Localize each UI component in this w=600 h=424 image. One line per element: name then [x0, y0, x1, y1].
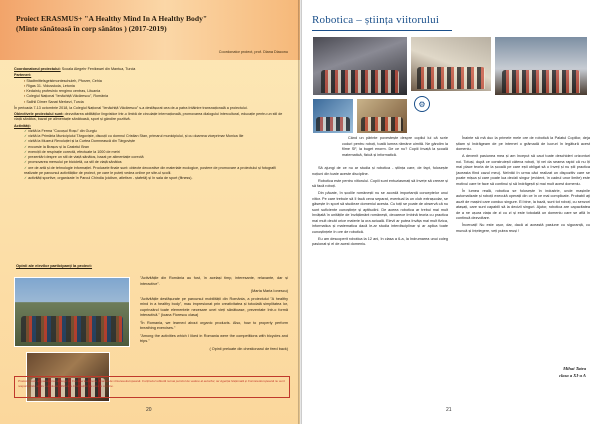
quote-author: (Marta Maria Ionescu)	[250, 289, 288, 293]
activities-label: Activități:	[14, 123, 31, 128]
list-item: ✓ exerciții de respirație corectă, efectuate la 1000 de metri	[24, 150, 290, 155]
robotics-photo	[312, 98, 354, 134]
article-column-2	[456, 136, 590, 236]
quote: "Activitățile desfășurate pe parcursul mobilității din România, a proiectului "A healthy mind in a healthy body", mau impresionat prin creativitatea și totodată simplitatea lor, cuprinzând toate elementele necesare unei vieți sănătoase, prezentate într-o formă interactivă." (Ioana Florescu clasa)	[140, 296, 288, 317]
list-item: ▪ Colegiul Național "Ienăchiță Văcărescu", România	[24, 94, 290, 99]
list-item: ✓ promovarea mersului pe bicicletă, ca stil de viață sănătos	[24, 160, 290, 165]
list-item: ▪ Rigas 31. Vidusskola, Letonia	[24, 84, 290, 89]
quote: "Activitățile din România au fost, în același timp, interesante, relaxante, dar și interactive".	[140, 276, 288, 286]
intro-paragraph: În perioada 7-13 octombrie 2018, la Colegiul Național "Ienăchiță Văcărescu" s-a desfășurat cea de-a patra întâlnire transnațională a proiectului.	[14, 105, 248, 110]
robotics-photo	[494, 36, 588, 96]
photo-figures	[316, 117, 350, 131]
title-line-2: (Minte sănătoasă în corp sănătos ) (2017-2019)	[16, 24, 167, 34]
robotics-photo	[312, 36, 408, 96]
list-item: ✓ ore de artă și de tehnologie informației. Produsele finale sunt: obiecte decorative din materiale ecologice, postere de promovare a proiectului și fotografii realizate pe parcursul activităților de proiect, pe care le puteți vedea online pe site-ul școlii.	[24, 166, 290, 177]
photo-figures	[502, 70, 579, 93]
paragraph: Înainte să mă duc la primele mele ore de robotică la Palatul Copiilor, deja știam și îndrăgeam de pe internet o grămadă de lucruri în legătură acest domeniu.	[456, 136, 590, 152]
photo-figures	[361, 117, 403, 131]
list-item: ✓ vizită la Muzeul Revoluției și la Curtea Domnească din Târgoviște	[24, 139, 290, 144]
author-signature	[559, 366, 586, 380]
page-number-left: 20	[146, 407, 152, 413]
left-body-text	[14, 66, 290, 181]
photo-figures	[417, 67, 484, 89]
gear-icon: ⚙	[414, 96, 430, 112]
title-line-1: Proiect ERASMUS+ "A Healthy Mind In A Healthy Body"	[16, 14, 208, 23]
partners-list	[14, 79, 290, 105]
quote: "Among the activities which I liked in Romania were the competitions with bicycles and trips."	[140, 333, 288, 343]
coordinator-credit: Coordonator proiect, prof. Diana Diaconu	[218, 50, 288, 54]
list-item: ✓ vizită la Ferma "Cocoșul Roșu" din Gurgiu	[24, 129, 290, 134]
group-photo-people	[21, 316, 123, 342]
paragraph: Când un părinte povestește despre copilul lui că scrie coduri pentru roboți, toată lumea rămâne uimită. Ne gândim la filme SF, la buget enorm. De ce nu? Copiii învață la școală matematică, fizică și informatică.	[342, 136, 448, 157]
article-title: Robotica – știința viitorului	[312, 14, 440, 26]
list-item: ▪ Kedainių profesinio rengimo centras, Lituania	[24, 89, 290, 94]
paragraph: Eu am descoperit robotica la 12 ani, în clasa a 6-a, la îndrumarea unui coleg pasionat și el de acest domeniu.	[312, 236, 448, 247]
activities-list	[14, 129, 290, 182]
list-item: ▪ Salihli Dimer Sanat Merkezi, Turcia	[24, 100, 290, 105]
page-number-right: 21	[446, 407, 452, 413]
list-item: ✓ excursie la Brașov și la Castelul Bran	[24, 145, 290, 150]
paragraph: În lumea reală, robotica se folosește în industrie, unde mașinile automatizate și roboții execută operații din ce în ce mai complicate. Probabil aţi auzit de mașini care conduc singure. Ei bine, la bază, sunt tot roboți, cu senzori atașați, care sunt capabili să ia decizii singuri. Ajutor, robotica are capacitatea de a ne ușura viața de zi cu zi și este totodată un domeniu care se află în continuă dezvoltare.	[456, 188, 590, 221]
author-class: clasa a XI-a A	[558, 372, 586, 378]
group-photo	[14, 277, 130, 347]
paragraph: Robotica este pentru viitorului. Copiii sunt entuziasmați să învețe să creeze și să facă roboți.	[312, 178, 449, 189]
quote: "În Romania, we learned about organic products. Also, how to properly perform breathing exercises."	[140, 320, 288, 330]
partners-label: Parteneri:	[14, 73, 32, 78]
list-item: ▪ Stadtmittelsgeistmonteschuleh, Pforzer, Cehia	[24, 79, 290, 84]
robotics-photo	[410, 36, 492, 92]
list-item: ✓ vizită la Primăria Municipiului Târgoviște, discuții cu domnul Cristian Stan, primarul municipiului, și cu doamna viceprimar Monica Ilie	[24, 134, 290, 139]
team-logo	[412, 94, 432, 114]
opinions-title: Opinii ale elevilor participanți la proiect:	[16, 263, 93, 268]
photo-figures	[321, 70, 400, 93]
student-quotes	[140, 276, 288, 354]
objective-label: Obiectivele proiectului sunt:	[14, 112, 64, 116]
left-page-title	[16, 14, 286, 35]
right-page	[300, 0, 600, 424]
coordinating-partner-label: Coordonatorul proiectului:	[14, 67, 61, 71]
quote-source: ( Opinii preluate din chestionarul de feed back)	[209, 346, 288, 351]
article-column-1	[312, 166, 448, 249]
paragraph: Încercați! Nu este ușor, dar, dacă ai această pasiune cu siguranță, cu muncă și înțelegere, veți putea reuși !	[456, 223, 590, 233]
paragraph: Din păcate, în școlile românești nu se acordă importanță conceptelor unui viitor. Pe care trebuie să îl facă ceva separat, eventual la un club extrașcolar, se găsește în sport să studieze domeniul acesta. Cu toții se poate de observă că nu sunt suficiente cunoștințe și aptitudini. De aceea robotica ar trebui mai mult învățată în unitățile de învățământ românești, deoarece îmbină teoria cu practica mai mult decât orice materie la ora actuală. Elevii ar putea învăța mai mult fizica, informatica și matematica dacă le-ar studia interdisciplinar și ar aplica toate cunoștințele în ore de robotică.	[312, 191, 448, 234]
list-item: ✓ activități sportive, organizate în Parcul Chindia (ciclism, atletism - ștafetă) și în sala de sport (fitness).	[24, 176, 290, 181]
paragraph: Să ajungi de ce nu ar studia și robotica - știința care, de fapt, folosește noțiuni din toate aceste discipline.	[312, 166, 448, 176]
title-underline	[312, 30, 452, 31]
robotics-photo-collage	[312, 36, 588, 134]
article-intro	[342, 136, 448, 160]
paragraph: A devenit pasiunea mea și am început să caut toate deschideri orizonturi noi. Totuși, după ce construiești câteva roboți, îți vei da seama rapid că nu îți mai place teoria de la școală pe care ești obligat să o înveți și nu știi practica (aceasta fiind cazul meu). Neîntâi în urma căci realizat un dispozitiv care se poate mișca și care poate lua decizii singur (evident, în cadrul unor limite) este motivul care te face să continui și să îndrăgești și mai mult acest domeniu.	[456, 154, 590, 186]
robotics-photo	[356, 98, 408, 134]
funding-disclaimer: Proiectul este un parteneriat strategic al Comisiei Europene, finanțat de Uniunea Europeană. Conținutul reflectă numai punctul de vedere al autorilor, iar Agenția Națională și Comisia Europeană nu sunt responsabile pentru eventuala utilizare a informațiilor pe care le conține.	[14, 376, 290, 398]
objective-text: dezvoltarea abilităților lingvistice într-o limbă de circulație internațională, promovarea dialogului intercultural, educație pentru un stil de viață sănătos, bazat pe alimentație sănătoasă, sport și gândire pozitivă.	[14, 112, 283, 122]
list-item: ✓ prezentări despre un stil de viață sănătos, bazat pe alimentație corectă	[24, 155, 290, 160]
author-name: Mihai Tatea	[563, 366, 586, 371]
coordinating-partner-value: Scoala Alegehr Fenikswei din Mantua, Turcia	[61, 67, 136, 71]
book-spine-shadow	[298, 0, 302, 424]
